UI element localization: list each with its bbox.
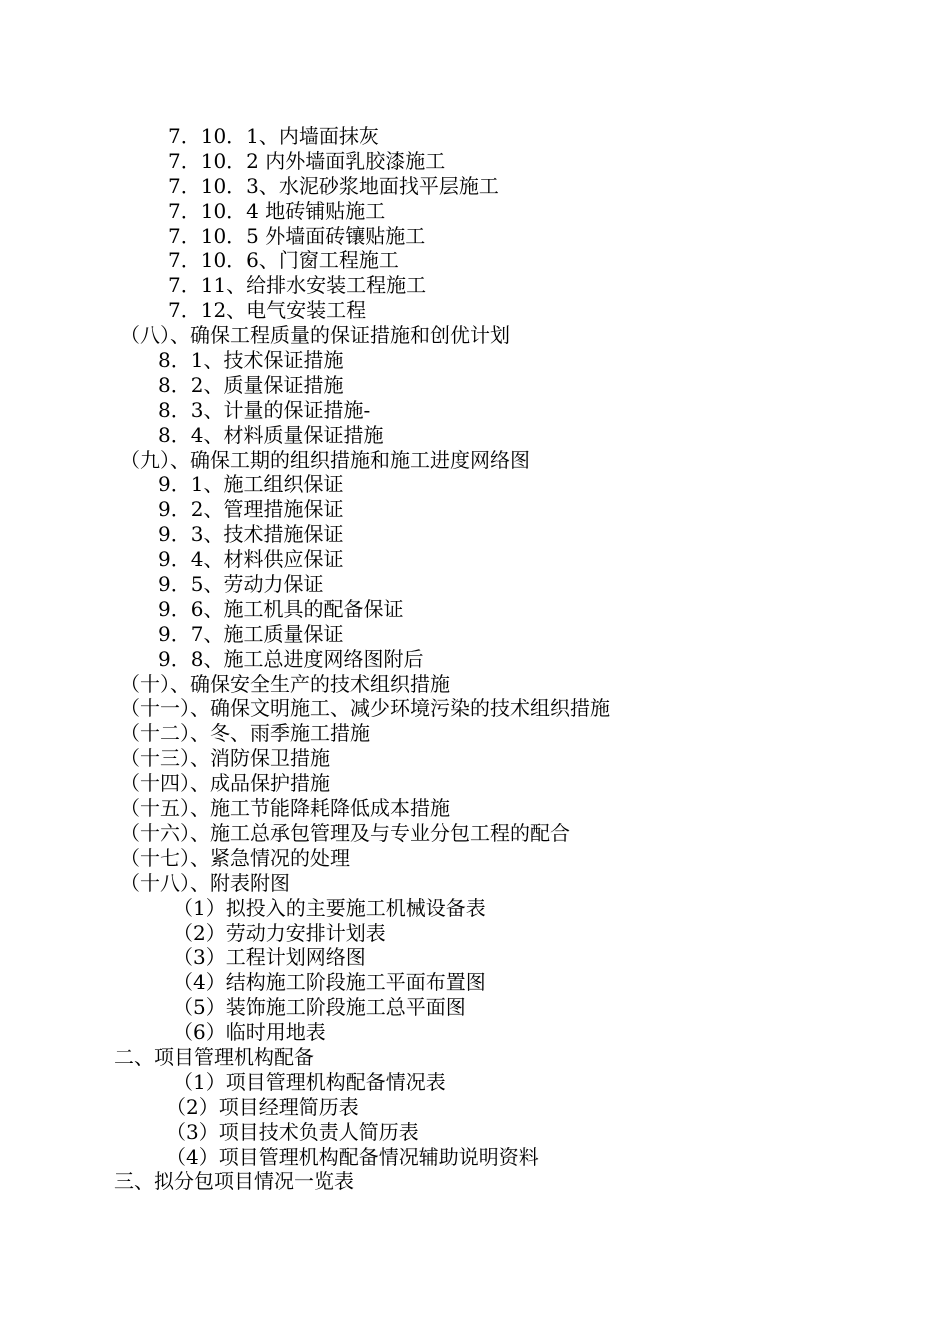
toc-item: 8．3、计量的保证措施- <box>158 397 371 422</box>
toc-item: （1）项目管理机构配备情况表 <box>173 1069 446 1094</box>
toc-item: 9．8、施工总进度网络图附后 <box>158 646 424 671</box>
toc-item: 9．2、管理措施保证 <box>158 497 344 522</box>
toc-item: （6）临时用地表 <box>173 1020 326 1045</box>
toc-item: （4）项目管理机构配备情况辅助说明资料 <box>166 1144 539 1169</box>
toc-item: 8．2、质量保证措施 <box>158 372 344 397</box>
toc-item: 7．11、给排水安装工程施工 <box>168 273 427 298</box>
toc-item: 9．3、技术措施保证 <box>158 522 344 547</box>
toc-item: 8．4、材料质量保证措施 <box>158 422 384 447</box>
toc-section-heading: （十四）、成品保护措施 <box>120 771 330 796</box>
toc-section-heading: （十一）、确保文明施工、减少环境污染的技术组织措施 <box>120 696 610 721</box>
toc-section-heading: （十五）、施工节能降耗降低成本措施 <box>120 796 450 821</box>
toc-item: 9．6、施工机具的配备保证 <box>158 596 404 621</box>
toc-section-heading: （十八）、附表附图 <box>120 870 290 895</box>
toc-section-heading: （十三）、消防保卫措施 <box>120 746 330 771</box>
toc-item: （3）项目技术负责人简历表 <box>166 1119 419 1144</box>
toc-item: 8．1、技术保证措施 <box>158 348 344 373</box>
toc-item: 9．4、材料供应保证 <box>158 547 344 572</box>
toc-item: （4）结构施工阶段施工平面布置图 <box>173 970 486 995</box>
toc-item: 7．10．1、内墙面抹灰 <box>168 124 379 148</box>
toc-chapter-heading: 三、拟分包项目情况一览表 <box>114 1169 354 1194</box>
toc-section-heading: （十）、确保安全生产的技术组织措施 <box>120 671 450 696</box>
toc-section-heading: （九）、确保工期的组织措施和施工进度网络图 <box>120 447 530 472</box>
toc-item: 9．1、施工组织保证 <box>158 472 344 497</box>
toc-item: 7．12、电气安装工程 <box>168 298 367 323</box>
toc-item: （5）装饰施工阶段施工总平面图 <box>173 995 466 1020</box>
toc-item: （2）项目经理简历表 <box>166 1094 359 1119</box>
toc-item: 9．5、劳动力保证 <box>158 572 324 597</box>
toc-item: 7．10．5 外墙面砖镶贴施工 <box>168 223 426 248</box>
toc-item: （3）工程计划网络图 <box>173 945 366 970</box>
toc-section-heading: （十二）、冬、雨季施工措施 <box>120 721 370 746</box>
toc-chapter-heading: 二、项目管理机构配备 <box>114 1044 314 1069</box>
toc-section-heading: （十七）、紧急情况的处理 <box>120 845 350 870</box>
toc-item: （1）拟投入的主要施工机械设备表 <box>173 895 486 920</box>
toc-item: 7．10．2 内外墙面乳胶漆施工 <box>168 148 446 173</box>
toc-section-heading: （十六）、施工总承包管理及与专业分包工程的配合 <box>120 820 570 845</box>
toc-item: 7．10．3、水泥砂浆地面找平层施工 <box>168 173 499 198</box>
table-of-contents <box>0 124 950 1194</box>
toc-item: （2）劳动力安排计划表 <box>173 920 386 945</box>
toc-item: 7．10．6、门窗工程施工 <box>168 248 399 273</box>
toc-section-heading: （八）、确保工程质量的保证措施和创优计划 <box>120 323 510 348</box>
toc-item: 9．7、施工质量保证 <box>158 621 344 646</box>
toc-item: 7．10．4 地砖铺贴施工 <box>168 198 386 223</box>
